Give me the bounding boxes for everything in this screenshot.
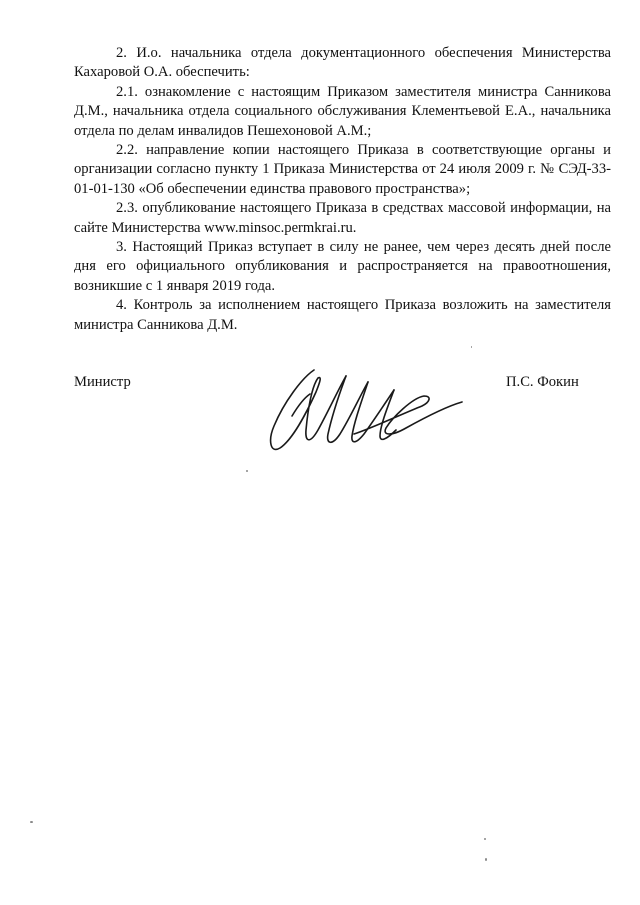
handwritten-signature [262,356,472,464]
paragraph-2: 2. И.о. начальника отдела документационного обеспечения Министерства Кахаровой О.А. обеспечить: [74,45,611,81]
paragraph-3: 3. Настоящий Приказ вступает в силу не ранее, чем через десять дней после дня его официального опубликования и распространяется на правоотношения, возникшие с 1 января 2019 года. [74,239,611,294]
paragraph-2-3: 2.3. опубликование настоящего Приказа в средствах массовой информации, на сайте Министерства www.minsoc.permkrai.ru. [74,200,611,236]
signatory-name: П.С. Фокин [506,374,579,390]
scan-speck [485,858,487,861]
scan-speck [471,346,472,348]
scan-speck [246,470,248,472]
paragraph-2-1: 2.1. ознакомление с настоящим Приказом заместителя министра Санникова Д.М., начальника отдела социального обслуживания Клементьевой Е.А., начальника отдела по делам инвалидов Пешехоновой А.М.; [74,83,611,139]
paragraph-2-2: 2.2. направление копии настоящего Приказа в соответствующие органы и организации согласно пункту 1 Приказа Министерства от 24 июля 2009 г. № СЭД-33-01-01-130 «Об обеспечении единства правового пространства»; [74,142,611,197]
scan-speck [484,838,486,840]
paragraph-4: 4. Контроль за исполнением настоящего Приказа возложить на заместителя министра Санникова Д.М. [74,297,611,333]
document-body [74,44,611,335]
scan-speck [30,821,33,823]
signatory-title: Министр [74,374,131,390]
